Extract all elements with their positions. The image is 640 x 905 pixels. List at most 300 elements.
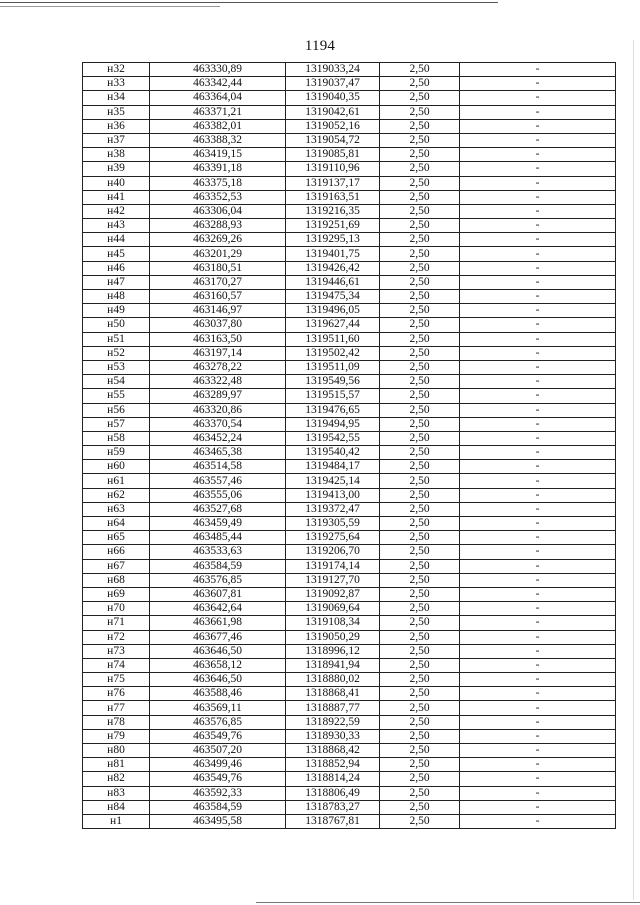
y-coordinate-cell: 1319372,47 <box>286 502 380 516</box>
point-id-cell: н82 <box>83 772 150 786</box>
accuracy-cell: 2,50 <box>380 290 460 304</box>
description-cell: - <box>460 758 616 772</box>
top-rule <box>0 2 498 3</box>
y-coordinate-cell: 1318996,12 <box>286 644 380 658</box>
y-coordinate-cell: 1319494,95 <box>286 417 380 431</box>
page-edge-line <box>633 40 634 900</box>
point-id-cell: н83 <box>83 786 150 800</box>
x-coordinate-cell: 463584,59 <box>150 800 286 814</box>
point-id-cell: н50 <box>83 318 150 332</box>
table-row <box>83 687 616 701</box>
accuracy-cell: 2,50 <box>380 474 460 488</box>
accuracy-cell: 2,50 <box>380 148 460 162</box>
accuracy-cell: 2,50 <box>380 446 460 460</box>
accuracy-cell: 2,50 <box>380 460 460 474</box>
x-coordinate-cell: 463269,26 <box>150 233 286 247</box>
y-coordinate-cell: 1319108,34 <box>286 616 380 630</box>
point-id-cell: н46 <box>83 261 150 275</box>
y-coordinate-cell: 1318814,24 <box>286 772 380 786</box>
point-id-cell: н42 <box>83 204 150 218</box>
accuracy-cell: 2,50 <box>380 772 460 786</box>
description-cell: - <box>460 488 616 502</box>
x-coordinate-cell: 463201,29 <box>150 247 286 261</box>
accuracy-cell: 2,50 <box>380 658 460 672</box>
x-coordinate-cell: 463569,11 <box>150 701 286 715</box>
point-id-cell: н66 <box>83 545 150 559</box>
x-coordinate-cell: 463163,50 <box>150 332 286 346</box>
description-cell: - <box>460 346 616 360</box>
accuracy-cell: 2,50 <box>380 517 460 531</box>
x-coordinate-cell: 463288,93 <box>150 219 286 233</box>
y-coordinate-cell: 1318941,94 <box>286 658 380 672</box>
y-coordinate-cell: 1319425,14 <box>286 474 380 488</box>
x-coordinate-cell: 463661,98 <box>150 616 286 630</box>
accuracy-cell: 2,50 <box>380 786 460 800</box>
description-cell: - <box>460 360 616 374</box>
accuracy-cell: 2,50 <box>380 673 460 687</box>
y-coordinate-cell: 1319502,42 <box>286 346 380 360</box>
accuracy-cell: 2,50 <box>380 219 460 233</box>
table-row <box>83 573 616 587</box>
y-coordinate-cell: 1318767,81 <box>286 814 380 828</box>
point-id-cell: н53 <box>83 360 150 374</box>
description-cell: - <box>460 247 616 261</box>
point-id-cell: н70 <box>83 602 150 616</box>
table-row <box>83 77 616 91</box>
x-coordinate-cell: 463588,46 <box>150 687 286 701</box>
table-row <box>83 814 616 828</box>
point-id-cell: н63 <box>83 502 150 516</box>
y-coordinate-cell: 1318868,42 <box>286 744 380 758</box>
point-id-cell: н57 <box>83 417 150 431</box>
y-coordinate-cell: 1319540,42 <box>286 446 380 460</box>
y-coordinate-cell: 1319037,47 <box>286 77 380 91</box>
accuracy-cell: 2,50 <box>380 190 460 204</box>
y-coordinate-cell: 1319069,64 <box>286 602 380 616</box>
description-cell: - <box>460 715 616 729</box>
x-coordinate-cell: 463278,22 <box>150 360 286 374</box>
accuracy-cell: 2,50 <box>380 644 460 658</box>
table-row <box>83 233 616 247</box>
table-row <box>83 176 616 190</box>
point-id-cell: н38 <box>83 148 150 162</box>
accuracy-cell: 2,50 <box>380 247 460 261</box>
y-coordinate-cell: 1319426,42 <box>286 261 380 275</box>
description-cell: - <box>460 431 616 445</box>
table-row <box>83 715 616 729</box>
x-coordinate-cell: 463160,57 <box>150 290 286 304</box>
accuracy-cell: 2,50 <box>380 814 460 828</box>
description-cell: - <box>460 687 616 701</box>
bottom-rule <box>256 902 640 903</box>
y-coordinate-cell: 1319127,70 <box>286 573 380 587</box>
table-row <box>83 644 616 658</box>
point-id-cell: н68 <box>83 573 150 587</box>
point-id-cell: н39 <box>83 162 150 176</box>
point-id-cell: н80 <box>83 744 150 758</box>
x-coordinate-cell: 463370,54 <box>150 417 286 431</box>
table-row <box>83 559 616 573</box>
description-cell: - <box>460 460 616 474</box>
table-row <box>83 389 616 403</box>
y-coordinate-cell: 1319163,51 <box>286 190 380 204</box>
point-id-cell: н54 <box>83 375 150 389</box>
table-row <box>83 261 616 275</box>
point-id-cell: н60 <box>83 460 150 474</box>
x-coordinate-cell: 463452,24 <box>150 431 286 445</box>
point-id-cell: н48 <box>83 290 150 304</box>
x-coordinate-cell: 463514,58 <box>150 460 286 474</box>
description-cell: - <box>460 63 616 77</box>
y-coordinate-cell: 1318783,27 <box>286 800 380 814</box>
point-id-cell: н78 <box>83 715 150 729</box>
x-coordinate-cell: 463495,58 <box>150 814 286 828</box>
table-row <box>83 474 616 488</box>
x-coordinate-cell: 463180,51 <box>150 261 286 275</box>
point-id-cell: н81 <box>83 758 150 772</box>
accuracy-cell: 2,50 <box>380 105 460 119</box>
accuracy-cell: 2,50 <box>380 77 460 91</box>
y-coordinate-cell: 1319484,17 <box>286 460 380 474</box>
point-id-cell: н69 <box>83 587 150 601</box>
point-id-cell: н71 <box>83 616 150 630</box>
x-coordinate-cell: 463576,85 <box>150 573 286 587</box>
table-row <box>83 460 616 474</box>
table-row <box>83 332 616 346</box>
y-coordinate-cell: 1319085,81 <box>286 148 380 162</box>
table-row <box>83 531 616 545</box>
description-cell: - <box>460 275 616 289</box>
y-coordinate-cell: 1319054,72 <box>286 133 380 147</box>
table-row <box>83 119 616 133</box>
point-id-cell: н45 <box>83 247 150 261</box>
point-id-cell: н76 <box>83 687 150 701</box>
point-id-cell: н75 <box>83 673 150 687</box>
description-cell: - <box>460 786 616 800</box>
accuracy-cell: 2,50 <box>380 389 460 403</box>
description-cell: - <box>460 644 616 658</box>
page-number: 1194 <box>304 38 336 54</box>
x-coordinate-cell: 463289,97 <box>150 389 286 403</box>
x-coordinate-cell: 463549,76 <box>150 729 286 743</box>
description-cell: - <box>460 729 616 743</box>
y-coordinate-cell: 1319110,96 <box>286 162 380 176</box>
table-row <box>83 105 616 119</box>
x-coordinate-cell: 463642,64 <box>150 602 286 616</box>
x-coordinate-cell: 463322,48 <box>150 375 286 389</box>
accuracy-cell: 2,50 <box>380 687 460 701</box>
description-cell: - <box>460 304 616 318</box>
accuracy-cell: 2,50 <box>380 729 460 743</box>
description-cell: - <box>460 517 616 531</box>
point-id-cell: н55 <box>83 389 150 403</box>
y-coordinate-cell: 1318806,49 <box>286 786 380 800</box>
x-coordinate-cell: 463576,85 <box>150 715 286 729</box>
point-id-cell: н62 <box>83 488 150 502</box>
point-id-cell: н43 <box>83 219 150 233</box>
description-cell: - <box>460 403 616 417</box>
y-coordinate-cell: 1319216,35 <box>286 204 380 218</box>
description-cell: - <box>460 332 616 346</box>
description-cell: - <box>460 190 616 204</box>
y-coordinate-cell: 1319496,05 <box>286 304 380 318</box>
description-cell: - <box>460 119 616 133</box>
accuracy-cell: 2,50 <box>380 488 460 502</box>
point-id-cell: н41 <box>83 190 150 204</box>
point-id-cell: н56 <box>83 403 150 417</box>
description-cell: - <box>460 474 616 488</box>
accuracy-cell: 2,50 <box>380 531 460 545</box>
point-id-cell: н59 <box>83 446 150 460</box>
table-row <box>83 375 616 389</box>
table-row <box>83 701 616 715</box>
accuracy-cell: 2,50 <box>380 545 460 559</box>
y-coordinate-cell: 1319476,65 <box>286 403 380 417</box>
y-coordinate-cell: 1319401,75 <box>286 247 380 261</box>
table-row <box>83 446 616 460</box>
accuracy-cell: 2,50 <box>380 304 460 318</box>
point-id-cell: н61 <box>83 474 150 488</box>
description-cell: - <box>460 389 616 403</box>
accuracy-cell: 2,50 <box>380 715 460 729</box>
y-coordinate-cell: 1318880,02 <box>286 673 380 687</box>
table-row <box>83 602 616 616</box>
point-id-cell: н72 <box>83 630 150 644</box>
description-cell: - <box>460 545 616 559</box>
accuracy-cell: 2,50 <box>380 602 460 616</box>
table-row <box>83 772 616 786</box>
description-cell: - <box>460 318 616 332</box>
y-coordinate-cell: 1318868,41 <box>286 687 380 701</box>
accuracy-cell: 2,50 <box>380 616 460 630</box>
description-cell: - <box>460 77 616 91</box>
x-coordinate-cell: 463533,63 <box>150 545 286 559</box>
y-coordinate-cell: 1319511,60 <box>286 332 380 346</box>
x-coordinate-cell: 463658,12 <box>150 658 286 672</box>
point-id-cell: н64 <box>83 517 150 531</box>
accuracy-cell: 2,50 <box>380 133 460 147</box>
y-coordinate-cell: 1318922,59 <box>286 715 380 729</box>
accuracy-cell: 2,50 <box>380 587 460 601</box>
table-row <box>83 91 616 105</box>
x-coordinate-cell: 463306,04 <box>150 204 286 218</box>
point-id-cell: н44 <box>83 233 150 247</box>
x-coordinate-cell: 463507,20 <box>150 744 286 758</box>
point-id-cell: н34 <box>83 91 150 105</box>
accuracy-cell: 2,50 <box>380 346 460 360</box>
x-coordinate-cell: 463382,01 <box>150 119 286 133</box>
accuracy-cell: 2,50 <box>380 417 460 431</box>
x-coordinate-cell: 463485,44 <box>150 531 286 545</box>
x-coordinate-cell: 463371,21 <box>150 105 286 119</box>
table-row <box>83 304 616 318</box>
accuracy-cell: 2,50 <box>380 261 460 275</box>
y-coordinate-cell: 1319050,29 <box>286 630 380 644</box>
table-row <box>83 290 616 304</box>
accuracy-cell: 2,50 <box>380 91 460 105</box>
table-row <box>83 360 616 374</box>
accuracy-cell: 2,50 <box>380 63 460 77</box>
x-coordinate-cell: 463170,27 <box>150 275 286 289</box>
x-coordinate-cell: 463646,50 <box>150 644 286 658</box>
table-row <box>83 417 616 431</box>
description-cell: - <box>460 800 616 814</box>
point-id-cell: н35 <box>83 105 150 119</box>
x-coordinate-cell: 463584,59 <box>150 559 286 573</box>
x-coordinate-cell: 463527,68 <box>150 502 286 516</box>
y-coordinate-cell: 1318887,77 <box>286 701 380 715</box>
table-row <box>83 517 616 531</box>
accuracy-cell: 2,50 <box>380 318 460 332</box>
x-coordinate-cell: 463388,32 <box>150 133 286 147</box>
description-cell: - <box>460 261 616 275</box>
table-row <box>83 502 616 516</box>
description-cell: - <box>460 587 616 601</box>
table-row <box>83 346 616 360</box>
accuracy-cell: 2,50 <box>380 119 460 133</box>
y-coordinate-cell: 1319206,70 <box>286 545 380 559</box>
x-coordinate-cell: 463459,49 <box>150 517 286 531</box>
x-coordinate-cell: 463499,46 <box>150 758 286 772</box>
description-cell: - <box>460 162 616 176</box>
y-coordinate-cell: 1319305,59 <box>286 517 380 531</box>
y-coordinate-cell: 1319627,44 <box>286 318 380 332</box>
table-row <box>83 162 616 176</box>
table-row <box>83 488 616 502</box>
accuracy-cell: 2,50 <box>380 162 460 176</box>
y-coordinate-cell: 1319174,14 <box>286 559 380 573</box>
y-coordinate-cell: 1319251,69 <box>286 219 380 233</box>
x-coordinate-cell: 463555,06 <box>150 488 286 502</box>
description-cell: - <box>460 290 616 304</box>
x-coordinate-cell: 463330,89 <box>150 63 286 77</box>
point-id-cell: н52 <box>83 346 150 360</box>
y-coordinate-cell: 1319549,56 <box>286 375 380 389</box>
y-coordinate-cell: 1319042,61 <box>286 105 380 119</box>
description-cell: - <box>460 204 616 218</box>
y-coordinate-cell: 1319542,55 <box>286 431 380 445</box>
point-id-cell: н58 <box>83 431 150 445</box>
point-id-cell: н49 <box>83 304 150 318</box>
y-coordinate-cell: 1319446,61 <box>286 275 380 289</box>
y-coordinate-cell: 1319295,13 <box>286 233 380 247</box>
coordinates-table <box>82 62 616 829</box>
point-id-cell: н37 <box>83 133 150 147</box>
description-cell: - <box>460 233 616 247</box>
point-id-cell: н77 <box>83 701 150 715</box>
accuracy-cell: 2,50 <box>380 758 460 772</box>
x-coordinate-cell: 463419,15 <box>150 148 286 162</box>
y-coordinate-cell: 1319092,87 <box>286 587 380 601</box>
table-row <box>83 616 616 630</box>
x-coordinate-cell: 463592,33 <box>150 786 286 800</box>
y-coordinate-cell: 1319052,16 <box>286 119 380 133</box>
description-cell: - <box>460 772 616 786</box>
point-id-cell: н73 <box>83 644 150 658</box>
accuracy-cell: 2,50 <box>380 233 460 247</box>
table-row <box>83 133 616 147</box>
coordinates-table-body <box>83 63 616 829</box>
table-row <box>83 800 616 814</box>
description-cell: - <box>460 559 616 573</box>
accuracy-cell: 2,50 <box>380 431 460 445</box>
point-id-cell: н32 <box>83 63 150 77</box>
y-coordinate-cell: 1319040,35 <box>286 91 380 105</box>
accuracy-cell: 2,50 <box>380 375 460 389</box>
description-cell: - <box>460 701 616 715</box>
table-row <box>83 204 616 218</box>
description-cell: - <box>460 446 616 460</box>
accuracy-cell: 2,50 <box>380 275 460 289</box>
table-row <box>83 190 616 204</box>
x-coordinate-cell: 463320,86 <box>150 403 286 417</box>
x-coordinate-cell: 463557,46 <box>150 474 286 488</box>
description-cell: - <box>460 658 616 672</box>
x-coordinate-cell: 463037,80 <box>150 318 286 332</box>
table-row <box>83 431 616 445</box>
x-coordinate-cell: 463465,38 <box>150 446 286 460</box>
accuracy-cell: 2,50 <box>380 559 460 573</box>
y-coordinate-cell: 1319511,09 <box>286 360 380 374</box>
description-cell: - <box>460 417 616 431</box>
x-coordinate-cell: 463646,50 <box>150 673 286 687</box>
description-cell: - <box>460 502 616 516</box>
point-id-cell: н40 <box>83 176 150 190</box>
x-coordinate-cell: 463197,14 <box>150 346 286 360</box>
description-cell: - <box>460 133 616 147</box>
description-cell: - <box>460 573 616 587</box>
accuracy-cell: 2,50 <box>380 502 460 516</box>
table-row <box>83 275 616 289</box>
y-coordinate-cell: 1318930,33 <box>286 729 380 743</box>
accuracy-cell: 2,50 <box>380 332 460 346</box>
table-row <box>83 758 616 772</box>
description-cell: - <box>460 375 616 389</box>
x-coordinate-cell: 463391,18 <box>150 162 286 176</box>
table-row <box>83 318 616 332</box>
table-row <box>83 545 616 559</box>
y-coordinate-cell: 1319515,57 <box>286 389 380 403</box>
table-row <box>83 744 616 758</box>
table-row <box>83 247 616 261</box>
table-row <box>83 673 616 687</box>
accuracy-cell: 2,50 <box>380 630 460 644</box>
x-coordinate-cell: 463677,46 <box>150 630 286 644</box>
y-coordinate-cell: 1319475,34 <box>286 290 380 304</box>
accuracy-cell: 2,50 <box>380 800 460 814</box>
accuracy-cell: 2,50 <box>380 573 460 587</box>
table-row <box>83 219 616 233</box>
table-row <box>83 587 616 601</box>
point-id-cell: н1 <box>83 814 150 828</box>
description-cell: - <box>460 630 616 644</box>
accuracy-cell: 2,50 <box>380 701 460 715</box>
y-coordinate-cell: 1318852,94 <box>286 758 380 772</box>
description-cell: - <box>460 531 616 545</box>
point-id-cell: н74 <box>83 658 150 672</box>
table-row <box>83 658 616 672</box>
y-coordinate-cell: 1319033,24 <box>286 63 380 77</box>
point-id-cell: н47 <box>83 275 150 289</box>
description-cell: - <box>460 148 616 162</box>
x-coordinate-cell: 463549,76 <box>150 772 286 786</box>
point-id-cell: н84 <box>83 800 150 814</box>
table-row <box>83 630 616 644</box>
table-row <box>83 148 616 162</box>
description-cell: - <box>460 814 616 828</box>
point-id-cell: н79 <box>83 729 150 743</box>
y-coordinate-cell: 1319413,00 <box>286 488 380 502</box>
